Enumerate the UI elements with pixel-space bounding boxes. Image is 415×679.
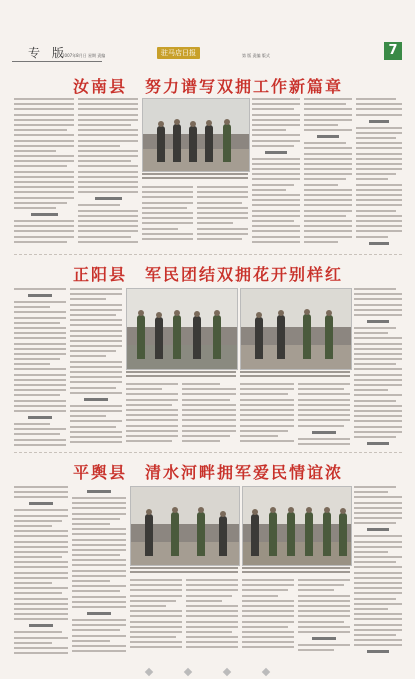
article-column (182, 383, 236, 448)
ornament-diamond (223, 668, 231, 676)
ornament-diamond (262, 668, 270, 676)
photo-caption (126, 371, 236, 379)
headline-slogan: 努力谱写双拥工作新篇章 (145, 77, 344, 96)
ornament-diamond (145, 668, 153, 676)
paper-name-badge: 驻马店日报 (157, 47, 200, 59)
news-photo (240, 288, 352, 370)
article-column (356, 98, 402, 248)
article-column (242, 579, 294, 654)
masthead (0, 0, 415, 70)
news-photo (142, 98, 250, 172)
article-column (142, 186, 193, 248)
photo-caption (130, 567, 238, 575)
article-column (252, 98, 300, 248)
news-photo (126, 288, 238, 370)
article-column (354, 288, 402, 448)
ornament-diamond (184, 668, 192, 676)
article-column (186, 579, 238, 654)
photo-caption (240, 371, 350, 379)
masthead-info: 第 版 责编 版式 (242, 53, 270, 58)
article-column (197, 186, 248, 248)
headline-slogan: 军民团结双拥花开别样红 (145, 265, 344, 284)
headline-county: 汝南县 (72, 77, 127, 96)
section-headline (14, 74, 402, 97)
article-column (14, 288, 66, 448)
section-divider (14, 254, 402, 255)
article-column (78, 98, 138, 248)
photo-caption (142, 173, 248, 183)
article-column (70, 288, 122, 448)
article-column (130, 579, 182, 654)
headline-county: 正阳县 (72, 265, 127, 284)
article-column (126, 383, 178, 448)
masthead-rule (12, 61, 102, 62)
headline-slogan: 清水河畔拥军爱民情谊浓 (145, 463, 344, 482)
section-label: 专 版 (28, 46, 68, 60)
article-column (14, 486, 68, 654)
section-divider (14, 452, 402, 453)
news-photo (242, 486, 352, 566)
section-headline (14, 262, 402, 285)
page-number-badge: 7 (384, 42, 402, 60)
article-column (304, 98, 352, 248)
article-column (298, 383, 350, 448)
masthead-date: 2007年8月日 星期 责编 (62, 53, 106, 58)
section-pingyu (14, 456, 402, 656)
page-footer-ornament (0, 660, 415, 679)
article-column (14, 98, 74, 248)
section-zhengyang (14, 258, 402, 448)
section-runan (14, 70, 402, 250)
headline-county: 平舆县 (72, 463, 127, 482)
article-column (354, 486, 402, 654)
article-column (240, 383, 294, 448)
section-headline (14, 460, 402, 483)
article-column (72, 486, 126, 654)
news-photo (130, 486, 240, 566)
article-column (298, 579, 350, 654)
photo-caption (242, 567, 350, 575)
